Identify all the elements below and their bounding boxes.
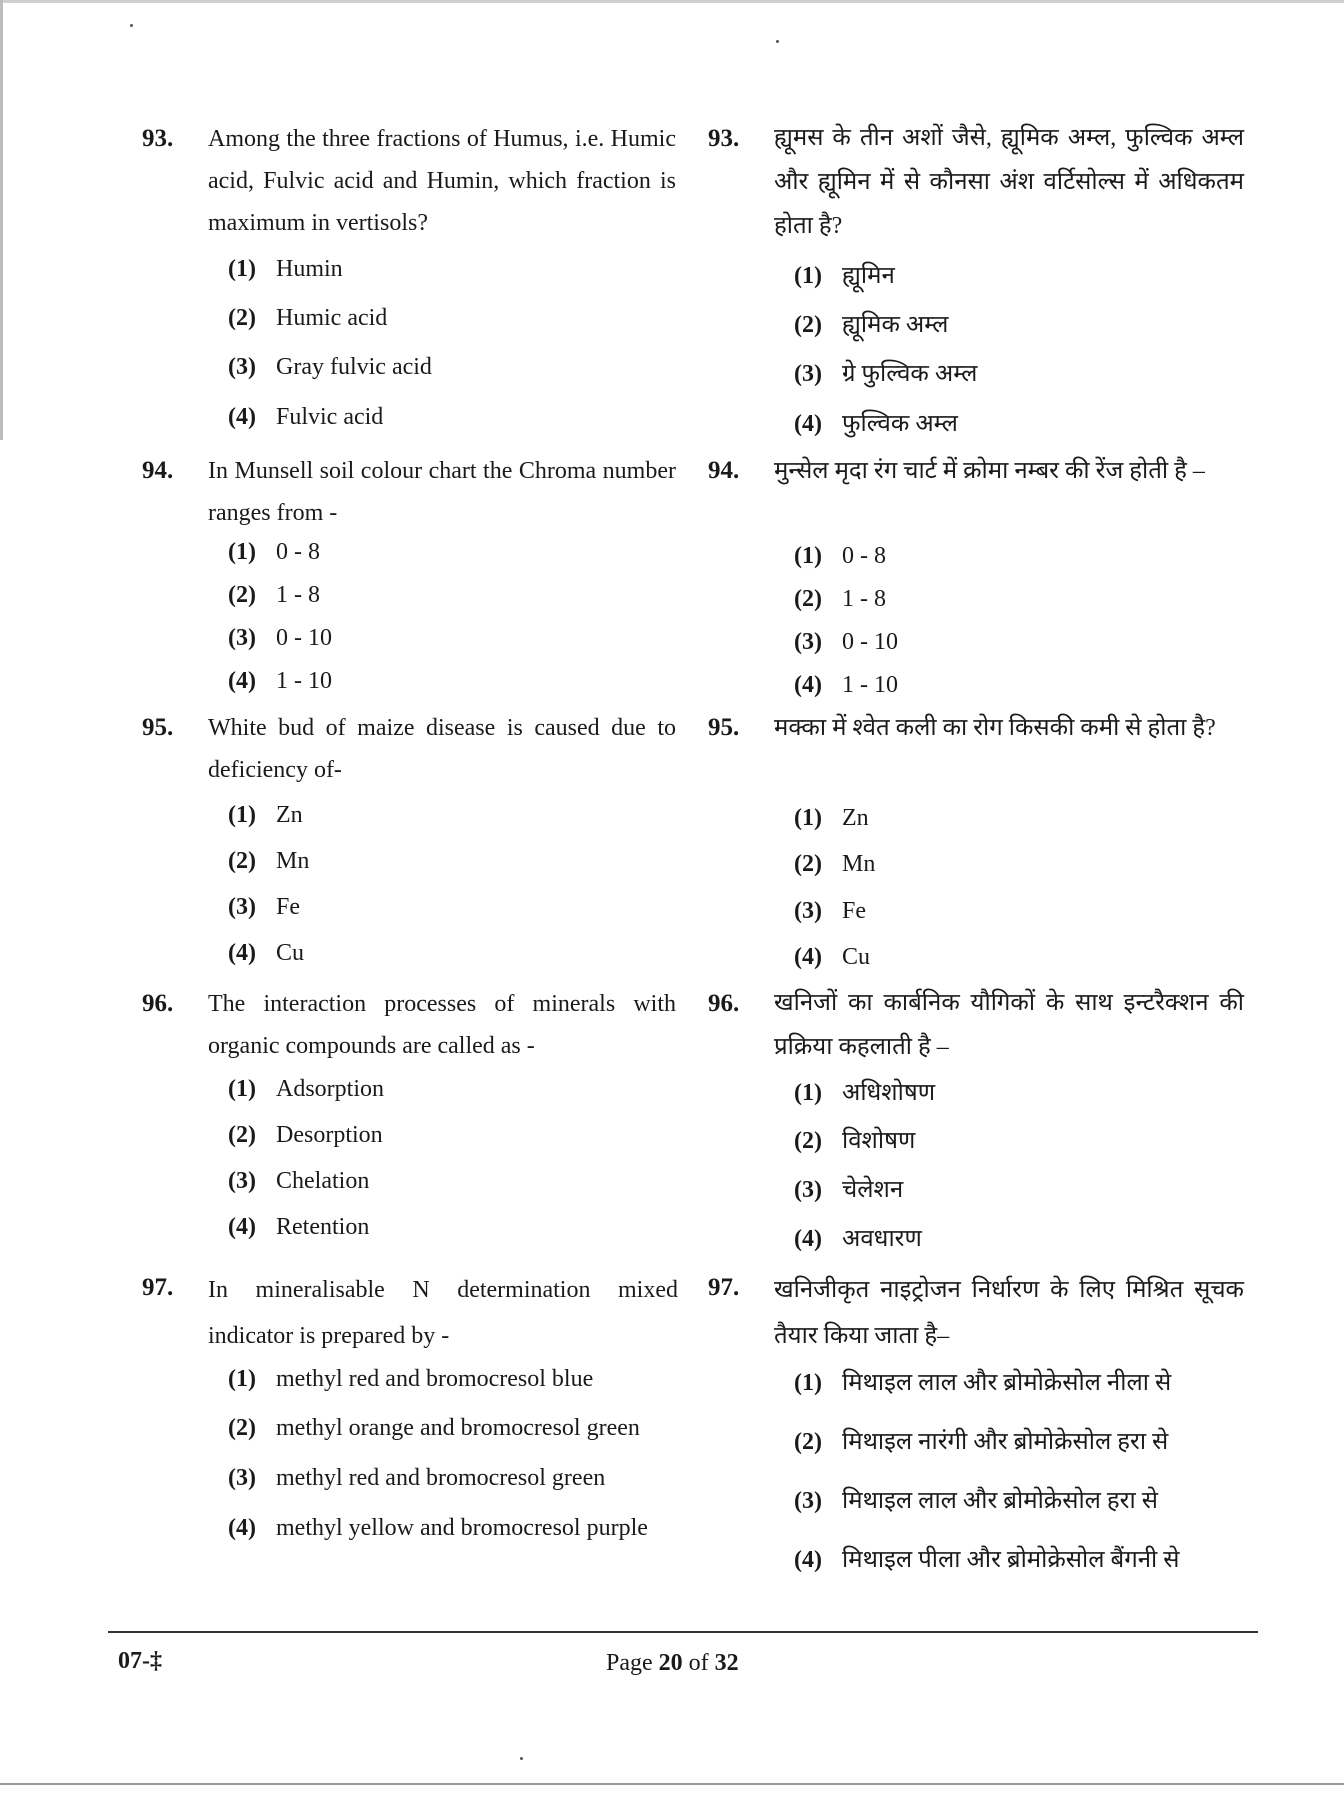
option-2: (2) methyl orange and bromocresol green <box>228 1415 640 1441</box>
option-4: (4) फुल्विक अम्ल <box>794 411 958 437</box>
option-2: (2) मिथाइल नारंगी और ब्रोमोक्रेसोल हरा से <box>794 1429 1169 1455</box>
option-3: (3) मिथाइल लाल और ब्रोमोक्रेसोल हरा से <box>794 1488 1158 1514</box>
option-1: (1) अधिशोषण <box>794 1080 936 1106</box>
question-text: ह्यूमस के तीन अशों जैसे, ह्यूमिक अम्ल, फुल्विक अम्ल और ह्यूमिन में से कौनसा अंश वर्टिसोल्स में अधिकतम होता है? <box>774 125 1244 239</box>
question-text: खनिजीकृत नाइट्रोजन निर्धारण के लिए मिश्रित सूचक तैयार किया जाता है– <box>774 1277 1244 1349</box>
option-3: (3) Chelation <box>228 1168 370 1194</box>
option-4: (4) 1 - 10 <box>794 672 898 698</box>
question-text: मक्का में श्वेत कली का रोग किसकी कमी से होता है? <box>774 715 1216 741</box>
question-number: 96. <box>708 990 740 1017</box>
question-number: 95. <box>708 714 740 741</box>
question-number: 96. <box>142 990 174 1017</box>
question-number: 93. <box>708 125 740 152</box>
option-2: (2) 1 - 8 <box>794 586 886 612</box>
option-2: (2) 1 - 8 <box>228 582 320 608</box>
option-3: (3) ग्रे फुल्विक अम्ल <box>794 361 978 387</box>
question-number: 94. <box>142 457 174 484</box>
option-4: (4) Retention <box>228 1214 370 1240</box>
scan-speck <box>776 40 779 43</box>
page-edge-left <box>0 0 3 440</box>
question-text: मुन्सेल मृदा रंग चार्ट में क्रोमा नम्बर की रेंज होती है – <box>774 458 1205 484</box>
option-1: (1) Zn <box>228 802 303 828</box>
option-1: (1) Humin <box>228 256 343 282</box>
question-number: 94. <box>708 457 740 484</box>
question-number: 97. <box>708 1274 740 1301</box>
option-1: (1) methyl red and bromocresol blue <box>228 1366 594 1392</box>
option-2: (2) Desorption <box>228 1122 383 1148</box>
option-1: (1) ह्यूमिन <box>794 263 895 289</box>
question-number: 95. <box>142 714 174 741</box>
option-1: (1) Zn <box>794 805 869 831</box>
question-text: In mineralisable N determination mixed indicator is prepared by - <box>208 1277 678 1349</box>
option-1: (1) 0 - 8 <box>794 543 886 569</box>
option-3: (3) Gray fulvic acid <box>228 354 432 380</box>
option-2: (2) Humic acid <box>228 305 388 331</box>
question-number: 97. <box>142 1274 174 1301</box>
option-4: (4) Fulvic acid <box>228 404 384 430</box>
question-number: 93. <box>142 125 174 152</box>
question-text: खनिजों का कार्बनिक यौगिकों के साथ इन्टरैक्शन की प्रक्रिया कहलाती है – <box>774 990 1244 1060</box>
page-edge-top <box>0 0 1344 3</box>
option-2: (2) ह्यूमिक अम्ल <box>794 312 949 338</box>
option-1: (1) Adsorption <box>228 1076 384 1102</box>
option-2: (2) Mn <box>794 851 876 877</box>
option-3: (3) 0 - 10 <box>228 625 332 651</box>
option-4: (4) 1 - 10 <box>228 668 332 694</box>
option-1: (1) मिथाइल लाल और ब्रोमोक्रेसोल नीला से <box>794 1370 1172 1396</box>
option-3: (3) methyl red and bromocresol green <box>228 1465 606 1491</box>
option-3: (3) Fe <box>794 898 866 924</box>
option-2: (2) Mn <box>228 848 310 874</box>
option-3: (3) Fe <box>228 894 300 920</box>
question-text: White bud of maize disease is caused due to deficiency of- <box>208 715 676 783</box>
question-text: In Munsell soil colour chart the Chroma number ranges from - <box>208 458 676 526</box>
footer-rule <box>108 1631 1258 1633</box>
question-text: Among the three fractions of Humus, i.e. Humic acid, Fulvic acid and Humin, which fraction is maximum in vertisols? <box>208 126 676 236</box>
option-3: (3) 0 - 10 <box>794 629 898 655</box>
scan-speck <box>520 1757 523 1760</box>
page-number: Page 20 of 32 <box>606 1650 739 1676</box>
question-text: The interaction processes of minerals with organic compounds are called as - <box>208 991 676 1059</box>
option-4: (4) methyl yellow and bromocresol purple <box>228 1515 648 1541</box>
option-4: (4) Cu <box>228 940 305 966</box>
scan-speck <box>130 24 133 27</box>
option-3: (3) चेलेशन <box>794 1177 904 1203</box>
bottom-edge-rule <box>0 1783 1344 1785</box>
booklet-code: 07-‡ <box>118 1648 162 1674</box>
option-4: (4) Cu <box>794 944 871 970</box>
option-4: (4) मिथाइल पीला और ब्रोमोक्रेसोल बैंगनी से <box>794 1547 1180 1573</box>
option-1: (1) 0 - 8 <box>228 539 320 565</box>
option-4: (4) अवधारण <box>794 1226 922 1252</box>
option-2: (2) विशोषण <box>794 1128 916 1154</box>
